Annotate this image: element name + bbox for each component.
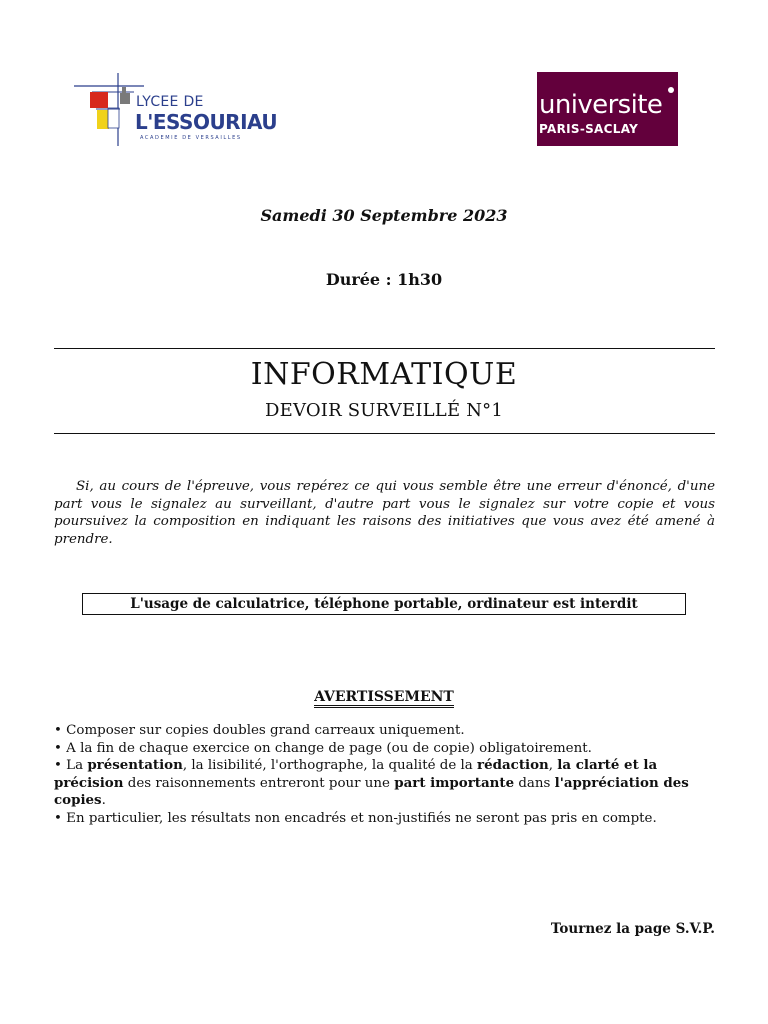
lycee-logo [74, 70, 278, 148]
warning-item-text: , [548, 758, 558, 774]
exam-duration: Durée : 1h30 [325, 270, 443, 289]
university-logo [537, 72, 678, 146]
warning-item-text: En particulier, les résultats non encadrés et non-justifiés ne seront pas pris en compte. [66, 810, 657, 826]
warning-item-emphasis: la clarté et la précision [54, 757, 658, 791]
lycee-logo-line2: L'ESSOURIAU [135, 110, 278, 134]
exam-date: Samedi 30 Septembre 2023 [260, 206, 508, 225]
warning-item-text: . [101, 793, 106, 809]
lycee-logo-line3: ACADEMIE DE VERSAILLES [140, 135, 242, 141]
exam-subject: INFORMATIQUE [250, 357, 518, 392]
bullet: • [54, 740, 62, 756]
warning-item [54, 757, 724, 810]
title-rule-top [54, 348, 715, 349]
warning-item [54, 722, 724, 740]
bullet: • [54, 758, 62, 774]
warning-item-text: , la lisibilité, l'orthographe, la qualité de la [182, 758, 478, 774]
warning-item-emphasis: l'appréciation des copies [54, 774, 689, 809]
warning-item-text: dans [514, 775, 555, 791]
warning-item-text: des raisonnements entreront pour une [123, 775, 395, 791]
warning-item-text: Composer sur copies doubles grand carreaux uniquement. [66, 723, 465, 738]
bullet: • [54, 810, 62, 826]
bullet: • [54, 723, 62, 738]
calculator-ban-banner: L'usage de calculatrice, téléphone portable, ordinateur est interdit [82, 593, 686, 615]
turn-page-note: Tournez la page S.V.P. [550, 921, 715, 937]
university-logo-sub: PARIS-SACLAY [539, 122, 639, 136]
error-notice: Si, au cours de l'épreuve, vous repérez ce qui vous semble être une erreur d'énoncé, d'une part vous le signalez au surveillant, d'autre part vous le signalez sur votre copie et vous poursuivez la composition en indiquant les raisons des initiatives que vous avez été amené à prendre. [54, 479, 715, 547]
warning-item-emphasis: présentation [87, 757, 183, 774]
warning-item [54, 740, 724, 758]
university-logo-dot [668, 87, 674, 93]
warning-heading [0, 689, 768, 705]
university-logo-name: universite [539, 90, 663, 120]
warning-item-text: A la fin de chaque exercice on change de page (ou de copie) obligatoirement. [66, 740, 592, 756]
warning-item-emphasis: rédaction [477, 757, 549, 774]
warning-item-text: La [66, 758, 88, 774]
exam-title: DEVOIR SURVEILLÉ N°1 [264, 400, 504, 421]
warning-heading-text: AVERTISSEMENT [314, 689, 454, 708]
warning-item-emphasis: part importante [394, 774, 515, 791]
warning-item [54, 810, 724, 828]
lycee-logo-line1: LYCEE DE [136, 94, 204, 110]
warning-list [54, 722, 724, 828]
title-rule-bottom [54, 433, 715, 434]
